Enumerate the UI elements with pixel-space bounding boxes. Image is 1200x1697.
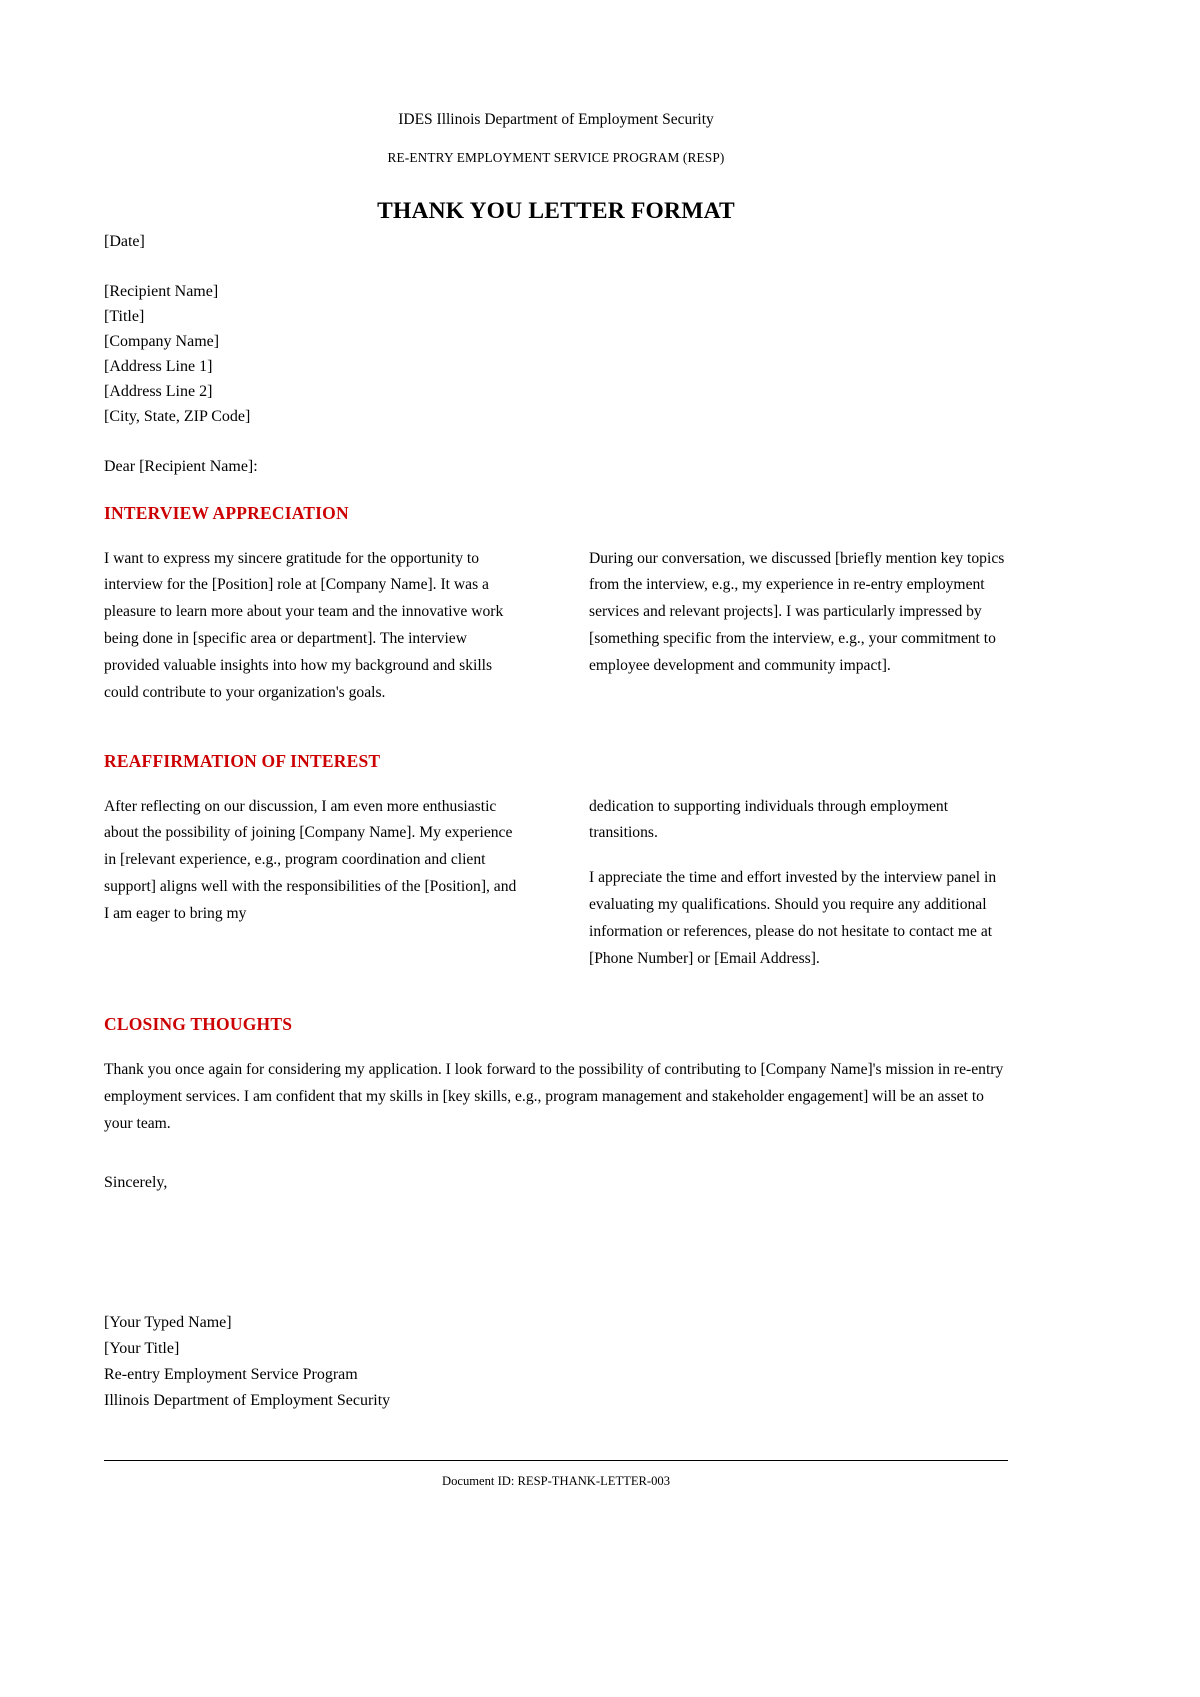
paragraph: I appreciate the time and effort invested by the interview panel in evaluating my qualifications. Should you require any additional information or references, please do not hesitate to contact me at [Phone Number] or [Email Address]. bbox=[589, 869, 997, 967]
program-name: RE-ENTRY EMPLOYMENT SERVICE PROGRAM (RESP) bbox=[387, 149, 725, 165]
paragraph: During our conversation, we discussed [briefly mention key topics from the interview, e.g., my experience in re-entry employment services and relevant projects]. I was particularly impressed by [something specific from the interview, e.g., your commitment to employee development and community impact]. bbox=[589, 549, 1005, 674]
address-line: [City, State, ZIP Code] bbox=[104, 407, 251, 425]
signature-block bbox=[104, 1310, 1008, 1414]
paragraph: After reflecting on our discussion, I am even more enthusiastic about the possibility of joining [Company Name]. My experience in [relevant experience, e.g., program coordination and client support] aligns well with the responsibilities of the [Position], and I am eager to bring my bbox=[104, 797, 517, 922]
column-right bbox=[589, 546, 1008, 680]
document-id: Document ID: RESP-THANK-LETTER-003 bbox=[441, 1473, 671, 1488]
signature-line: [Your Typed Name] bbox=[104, 1314, 232, 1332]
address-line: [Address Line 2] bbox=[104, 382, 213, 400]
recipient-address-block bbox=[104, 280, 1008, 430]
section-heading-interview-appreciation: INTERVIEW APPRECIATION bbox=[104, 502, 349, 523]
section-reaffirmation-of-interest bbox=[104, 751, 1008, 973]
signoff: Sincerely, bbox=[104, 1174, 168, 1192]
signature-line: [Your Title] bbox=[104, 1340, 180, 1358]
paragraph: I want to express my sincere gratitude for the opportunity to interview for the [Position] role at [Company Name]. It was a pleasure to learn more about your team and the innovative work being done in [specific area or department]. The interview provided valuable insights into how my background and skills could contribute to your organization's goals. bbox=[104, 549, 504, 701]
page-title: THANK YOU LETTER FORMAT bbox=[377, 197, 735, 224]
salutation: Dear [Recipient Name]: bbox=[104, 457, 258, 475]
signature-space bbox=[104, 1192, 1008, 1310]
section-heading-reaffirmation-of-interest: REAFFIRMATION OF INTEREST bbox=[104, 750, 381, 771]
section-heading-closing-thoughts: CLOSING THOUGHTS bbox=[104, 1014, 293, 1035]
address-line: [Address Line 1] bbox=[104, 357, 213, 375]
address-line: [Company Name] bbox=[104, 332, 220, 350]
organization-name: IDES Illinois Department of Employment Security bbox=[398, 111, 714, 128]
letter-sheet bbox=[104, 0, 1008, 1489]
date-field: [Date] bbox=[104, 232, 145, 250]
two-column-body bbox=[104, 794, 1008, 973]
column-right bbox=[589, 794, 1008, 973]
signature-line: Re-entry Employment Service Program bbox=[104, 1366, 358, 1384]
paragraph: dedication to supporting individuals through employment transitions. bbox=[589, 797, 949, 842]
full-width-body bbox=[104, 1057, 1008, 1138]
section-interview-appreciation bbox=[104, 503, 1008, 707]
signature-line: Illinois Department of Employment Security bbox=[104, 1392, 391, 1410]
column-left bbox=[104, 546, 523, 707]
two-column-body bbox=[104, 546, 1008, 707]
footer-divider bbox=[104, 1460, 1008, 1461]
paragraph: Thank you once again for considering my application. I look forward to the possibility of contributing to [Company Name]'s mission in re-entry employment services. I am confident that my skills in [key skills, e.g., program management and stakeholder engagement] will be an asset to your team. bbox=[104, 1061, 1004, 1133]
address-line: [Title] bbox=[104, 307, 145, 325]
address-line: [Recipient Name] bbox=[104, 282, 219, 300]
column-left bbox=[104, 794, 523, 928]
section-closing-thoughts bbox=[104, 1014, 1008, 1138]
